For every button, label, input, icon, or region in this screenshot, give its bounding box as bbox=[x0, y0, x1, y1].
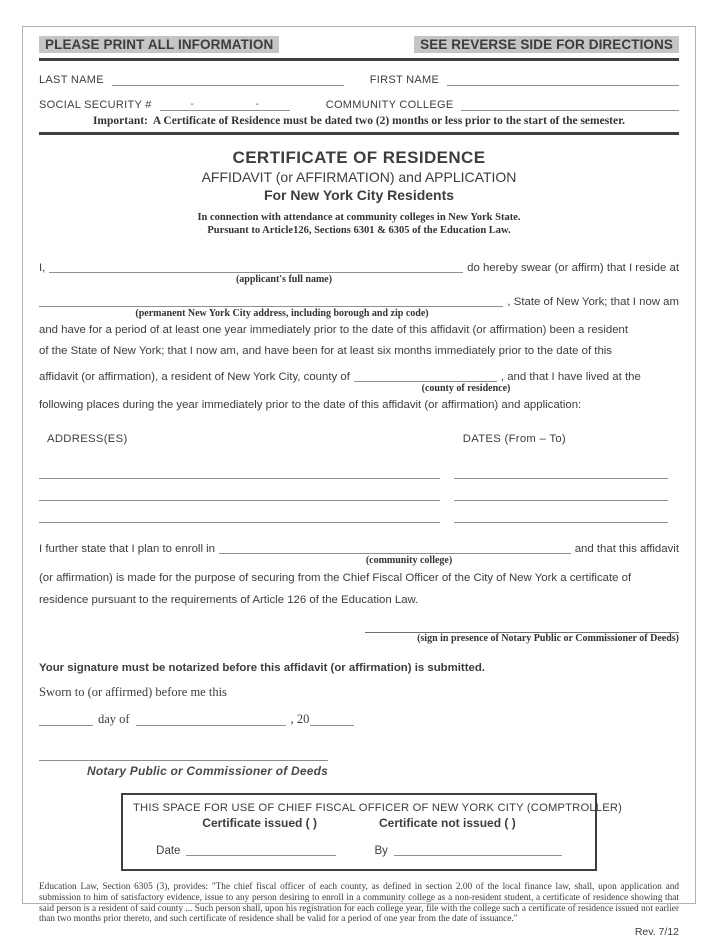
county-start: affidavit (or affirmation), a resident of New York City, county of bbox=[39, 371, 350, 383]
title-block bbox=[39, 148, 679, 237]
state-text: , State of New York; that I now am bbox=[507, 296, 679, 308]
name-row bbox=[39, 61, 679, 86]
applicant-name-caption: (applicant's full name) bbox=[235, 274, 333, 285]
certificate-status-row bbox=[133, 816, 585, 830]
notary-signature-field[interactable] bbox=[39, 751, 328, 761]
enroll-section bbox=[39, 537, 679, 611]
day-of-label: day of bbox=[98, 712, 130, 726]
dates-field-2[interactable] bbox=[454, 487, 668, 501]
oath-line-2 bbox=[39, 290, 679, 308]
comptroller-box bbox=[121, 793, 623, 871]
comptroller-date-field[interactable] bbox=[186, 844, 336, 856]
comptroller-title: THIS SPACE FOR USE OF CHIEF FISCAL OFFICER OF NEW YORK CITY (COMPTROLLER) bbox=[133, 802, 623, 814]
enroll-end: and that this affidavit bbox=[574, 543, 679, 555]
residency-line-1: and have for a period of at least one year immediately prior to the date of this affidavit (or affirmation) been a resident bbox=[39, 324, 629, 336]
form-title: CERTIFICATE OF RESIDENCE bbox=[232, 148, 486, 167]
ssn-dash: - bbox=[190, 99, 194, 110]
residence-address-caption: (permanent New York City address, including borough and zip code) bbox=[135, 308, 429, 319]
enroll-line bbox=[39, 537, 679, 555]
comptroller-by-field[interactable] bbox=[394, 844, 562, 856]
date-label: Date bbox=[156, 845, 181, 857]
revision-label: Rev. 7/12 bbox=[634, 926, 679, 938]
reverse-directions-banner: SEE REVERSE SIDE FOR DIRECTIONS bbox=[414, 36, 679, 53]
county-end: , and that I have lived at the bbox=[500, 371, 641, 383]
year-prefix: , 20 bbox=[290, 712, 310, 726]
applicant-signature-block bbox=[365, 621, 679, 645]
address-table-header bbox=[39, 433, 679, 445]
banner-row bbox=[39, 27, 679, 61]
address-field-3[interactable] bbox=[39, 509, 440, 523]
ssn-label: SOCIAL SECURITY # bbox=[39, 99, 152, 111]
important-label: Important: bbox=[92, 115, 148, 127]
form-audience: For New York City Residents bbox=[263, 187, 455, 203]
comptroller-date-row bbox=[133, 844, 585, 857]
notarize-note: Your signature must be notarized before this affidavit (or affirmation) is submitted. bbox=[39, 662, 485, 674]
signature-caption: (sign in presence of Notary Public or Commissioner of Deeds) bbox=[417, 633, 679, 644]
certificate-issued-checkbox[interactable]: Certificate issued ( ) bbox=[202, 816, 317, 830]
college-caption: (community college) bbox=[365, 555, 453, 566]
education-law-text: Education Law, Section 6305 (3), provides: "The chief fiscal officer of each county, as defined in section 2.00 of the local finance law, shall, upon application and submission to him of satisfactory evidence, issue to any person desiring to enroll in a community college as a non-resident student, a certificate of residence showing that said person is a resident of said county ... Such person shall, upon his registration for each college year, file with the college such a certificate of residence issued not earlier than two months prior thereto, and such certificate of residence shall be valid for a period of one year from the date of issuance." bbox=[39, 882, 679, 925]
notary-caption: Notary Public or Commissioner of Deeds bbox=[87, 764, 328, 778]
oath-end: do hereby swear (or affirm) that I reside at bbox=[467, 262, 679, 274]
address-field-1[interactable] bbox=[39, 465, 440, 479]
first-name-label: FIRST NAME bbox=[369, 74, 440, 86]
month-field[interactable] bbox=[136, 712, 286, 726]
last-name-field[interactable] bbox=[112, 72, 344, 86]
address-row-2 bbox=[39, 479, 679, 501]
sworn-date-row bbox=[39, 709, 679, 727]
statute-note: Pursuant to Article126, Sections 6301 & 6305 of the Education Law. bbox=[207, 225, 511, 236]
important-note bbox=[39, 111, 679, 135]
important-text: A Certificate of Residence must be dated two (2) months or less prior to the start of the semester. bbox=[152, 115, 626, 127]
addresses-column-header: ADDRESS(ES) bbox=[47, 433, 128, 445]
enroll-start: I further state that I plan to enroll in bbox=[39, 543, 216, 555]
places-line: following places during the year immediately prior to the date of this affidavit (or affirmation) and application: bbox=[39, 399, 582, 411]
college-field[interactable] bbox=[219, 540, 571, 554]
notary-section bbox=[39, 660, 679, 778]
form-subtitle: AFFIDAVIT (or AFFIRMATION) and APPLICATION bbox=[201, 169, 517, 185]
dates-field-1[interactable] bbox=[454, 465, 668, 479]
oath-start: I, bbox=[39, 262, 46, 274]
sworn-text: Sworn to (or affirmed) before me this bbox=[39, 685, 227, 699]
ssn-dash: - bbox=[255, 99, 259, 110]
residency-line-2: of the State of New York; that I now am, and have been for at least six months immediately prior to the date of this bbox=[39, 345, 613, 357]
first-name-field[interactable] bbox=[447, 72, 679, 86]
statute-notes bbox=[39, 211, 679, 237]
day-field[interactable] bbox=[39, 712, 93, 726]
print-info-banner: PLEASE PRINT ALL INFORMATION bbox=[39, 36, 279, 53]
last-name-label: LAST NAME bbox=[39, 74, 104, 86]
address-field-2[interactable] bbox=[39, 487, 440, 501]
attendance-note: In connection with attendance at community colleges in New York State. bbox=[197, 212, 521, 223]
dates-column-header: DATES (From – To) bbox=[462, 433, 566, 445]
address-table bbox=[39, 457, 679, 523]
purpose-line-1: (or affirmation) is made for the purpose of securing from the Chief Fiscal Officer of the City of New York a certificate of bbox=[39, 572, 632, 584]
affidavit-body bbox=[39, 256, 679, 416]
certificate-not-issued-checkbox[interactable]: Certificate not issued ( ) bbox=[379, 816, 516, 830]
oath-line-1 bbox=[39, 256, 679, 274]
address-row-3 bbox=[39, 501, 679, 523]
county-line bbox=[39, 362, 679, 383]
community-college-label: COMMUNITY COLLEGE bbox=[325, 99, 454, 111]
applicant-name-field[interactable] bbox=[49, 259, 463, 273]
county-field[interactable] bbox=[354, 368, 497, 382]
county-caption: (county of residence) bbox=[421, 383, 511, 394]
ssn-field[interactable] bbox=[160, 97, 290, 111]
applicant-signature-field[interactable] bbox=[365, 621, 679, 633]
address-row-1 bbox=[39, 457, 679, 479]
identity-fields-section bbox=[39, 61, 679, 135]
by-label: By bbox=[374, 845, 388, 857]
notary-signature-block bbox=[39, 751, 328, 761]
year-field[interactable] bbox=[310, 712, 354, 726]
form-page bbox=[22, 26, 696, 938]
community-college-field[interactable] bbox=[461, 97, 679, 111]
dates-field-3[interactable] bbox=[454, 509, 668, 523]
purpose-line-2: residence pursuant to the requirements of Article 126 of the Education Law. bbox=[39, 594, 419, 606]
ssn-college-row bbox=[39, 86, 679, 111]
residence-address-field[interactable] bbox=[39, 293, 503, 307]
